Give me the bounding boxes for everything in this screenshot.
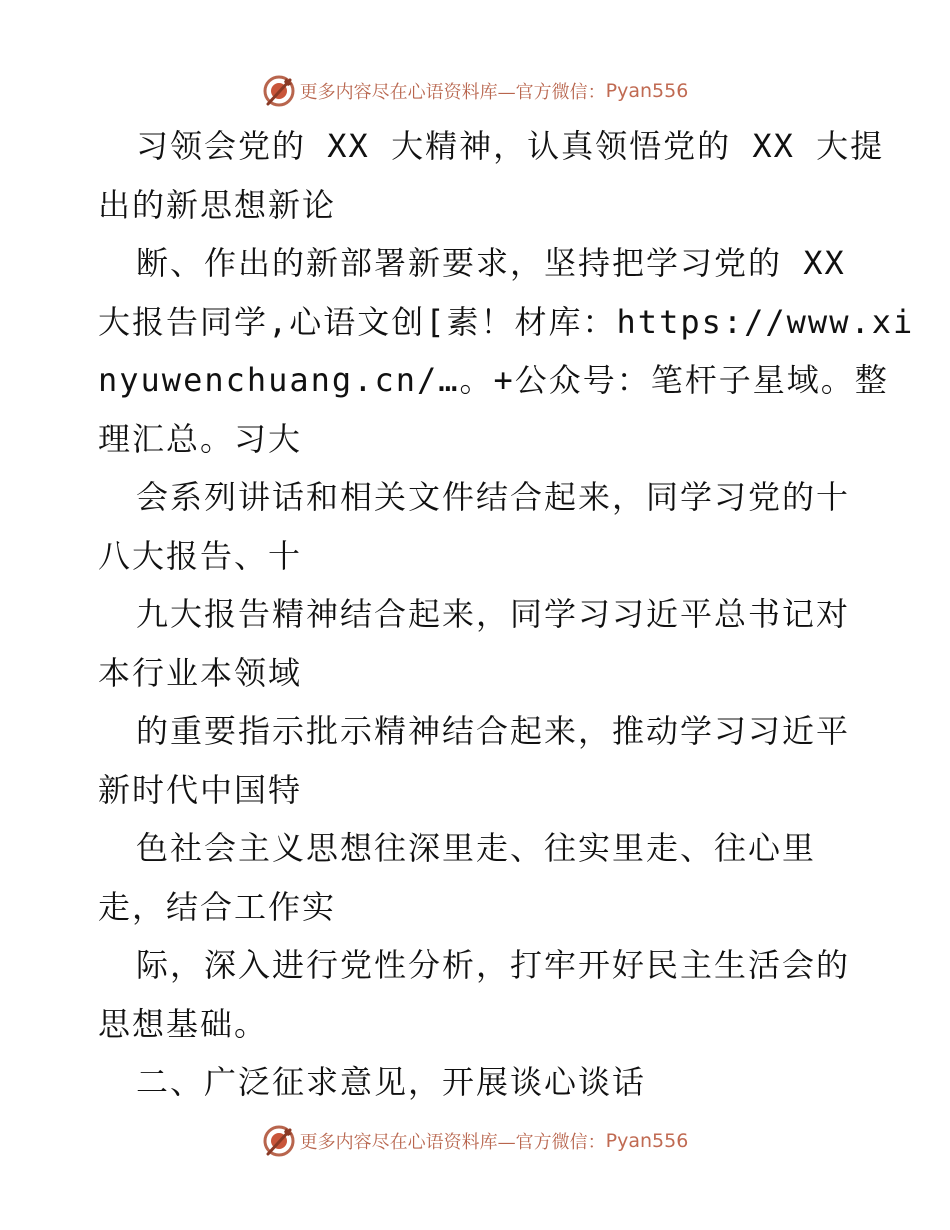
text-line: 思想基础。 — [98, 1004, 269, 1043]
pen-logo-icon — [262, 1124, 296, 1158]
text-line: nyuwenchuang.cn/…。+公众号：笔杆子星域。整 — [98, 361, 889, 399]
text-line: 断、作出的新部署新要求，坚持把学习党的 XX — [136, 244, 846, 282]
text-line: 出的新思想新论 — [98, 185, 337, 224]
document-body — [98, 117, 915, 1112]
watermark-text: 更多内容尽在心语资料库—官方微信： — [299, 1132, 606, 1153]
text-line: 理汇总。习大 — [98, 419, 303, 458]
text-line: 走，结合工作实 — [98, 887, 337, 926]
text-line: 八大报告、十 — [98, 536, 303, 575]
text-line: 本行业本领域 — [98, 653, 303, 692]
text-line: 新时代中国特 — [98, 770, 303, 809]
watermark-wechat-id: Pyan556 — [605, 1130, 689, 1152]
text-line: 九大报告精神结合起来，同学习习近平总书记对 — [136, 595, 851, 633]
text-line: 际，深入进行党性分析，打牢开好民主生活会的 — [136, 946, 851, 984]
text-line: 大报告同学,心语文创[素！材库：https://www.xi — [98, 302, 915, 341]
text-line: 习领会党的 XX 大精神，认真领悟党的 XX 大提 — [136, 127, 885, 165]
pen-logo-icon — [262, 74, 296, 108]
watermark-text: 更多内容尽在心语资料库—官方微信： — [299, 82, 606, 103]
text-line: 的重要指示批示精神结合起来，推动学习习近平 — [136, 712, 851, 750]
watermark-wechat-id: Pyan556 — [605, 80, 689, 102]
section-heading: 二、广泛征求意见，开展谈心谈话 — [136, 1063, 647, 1101]
footer-watermark — [0, 1121, 950, 1161]
text-line: 色社会主义思想往深里走、往实里走、往心里 — [136, 829, 817, 867]
text-line: 会系列讲话和相关文件结合起来，同学习党的十 — [136, 478, 851, 516]
header-watermark — [0, 71, 950, 111]
